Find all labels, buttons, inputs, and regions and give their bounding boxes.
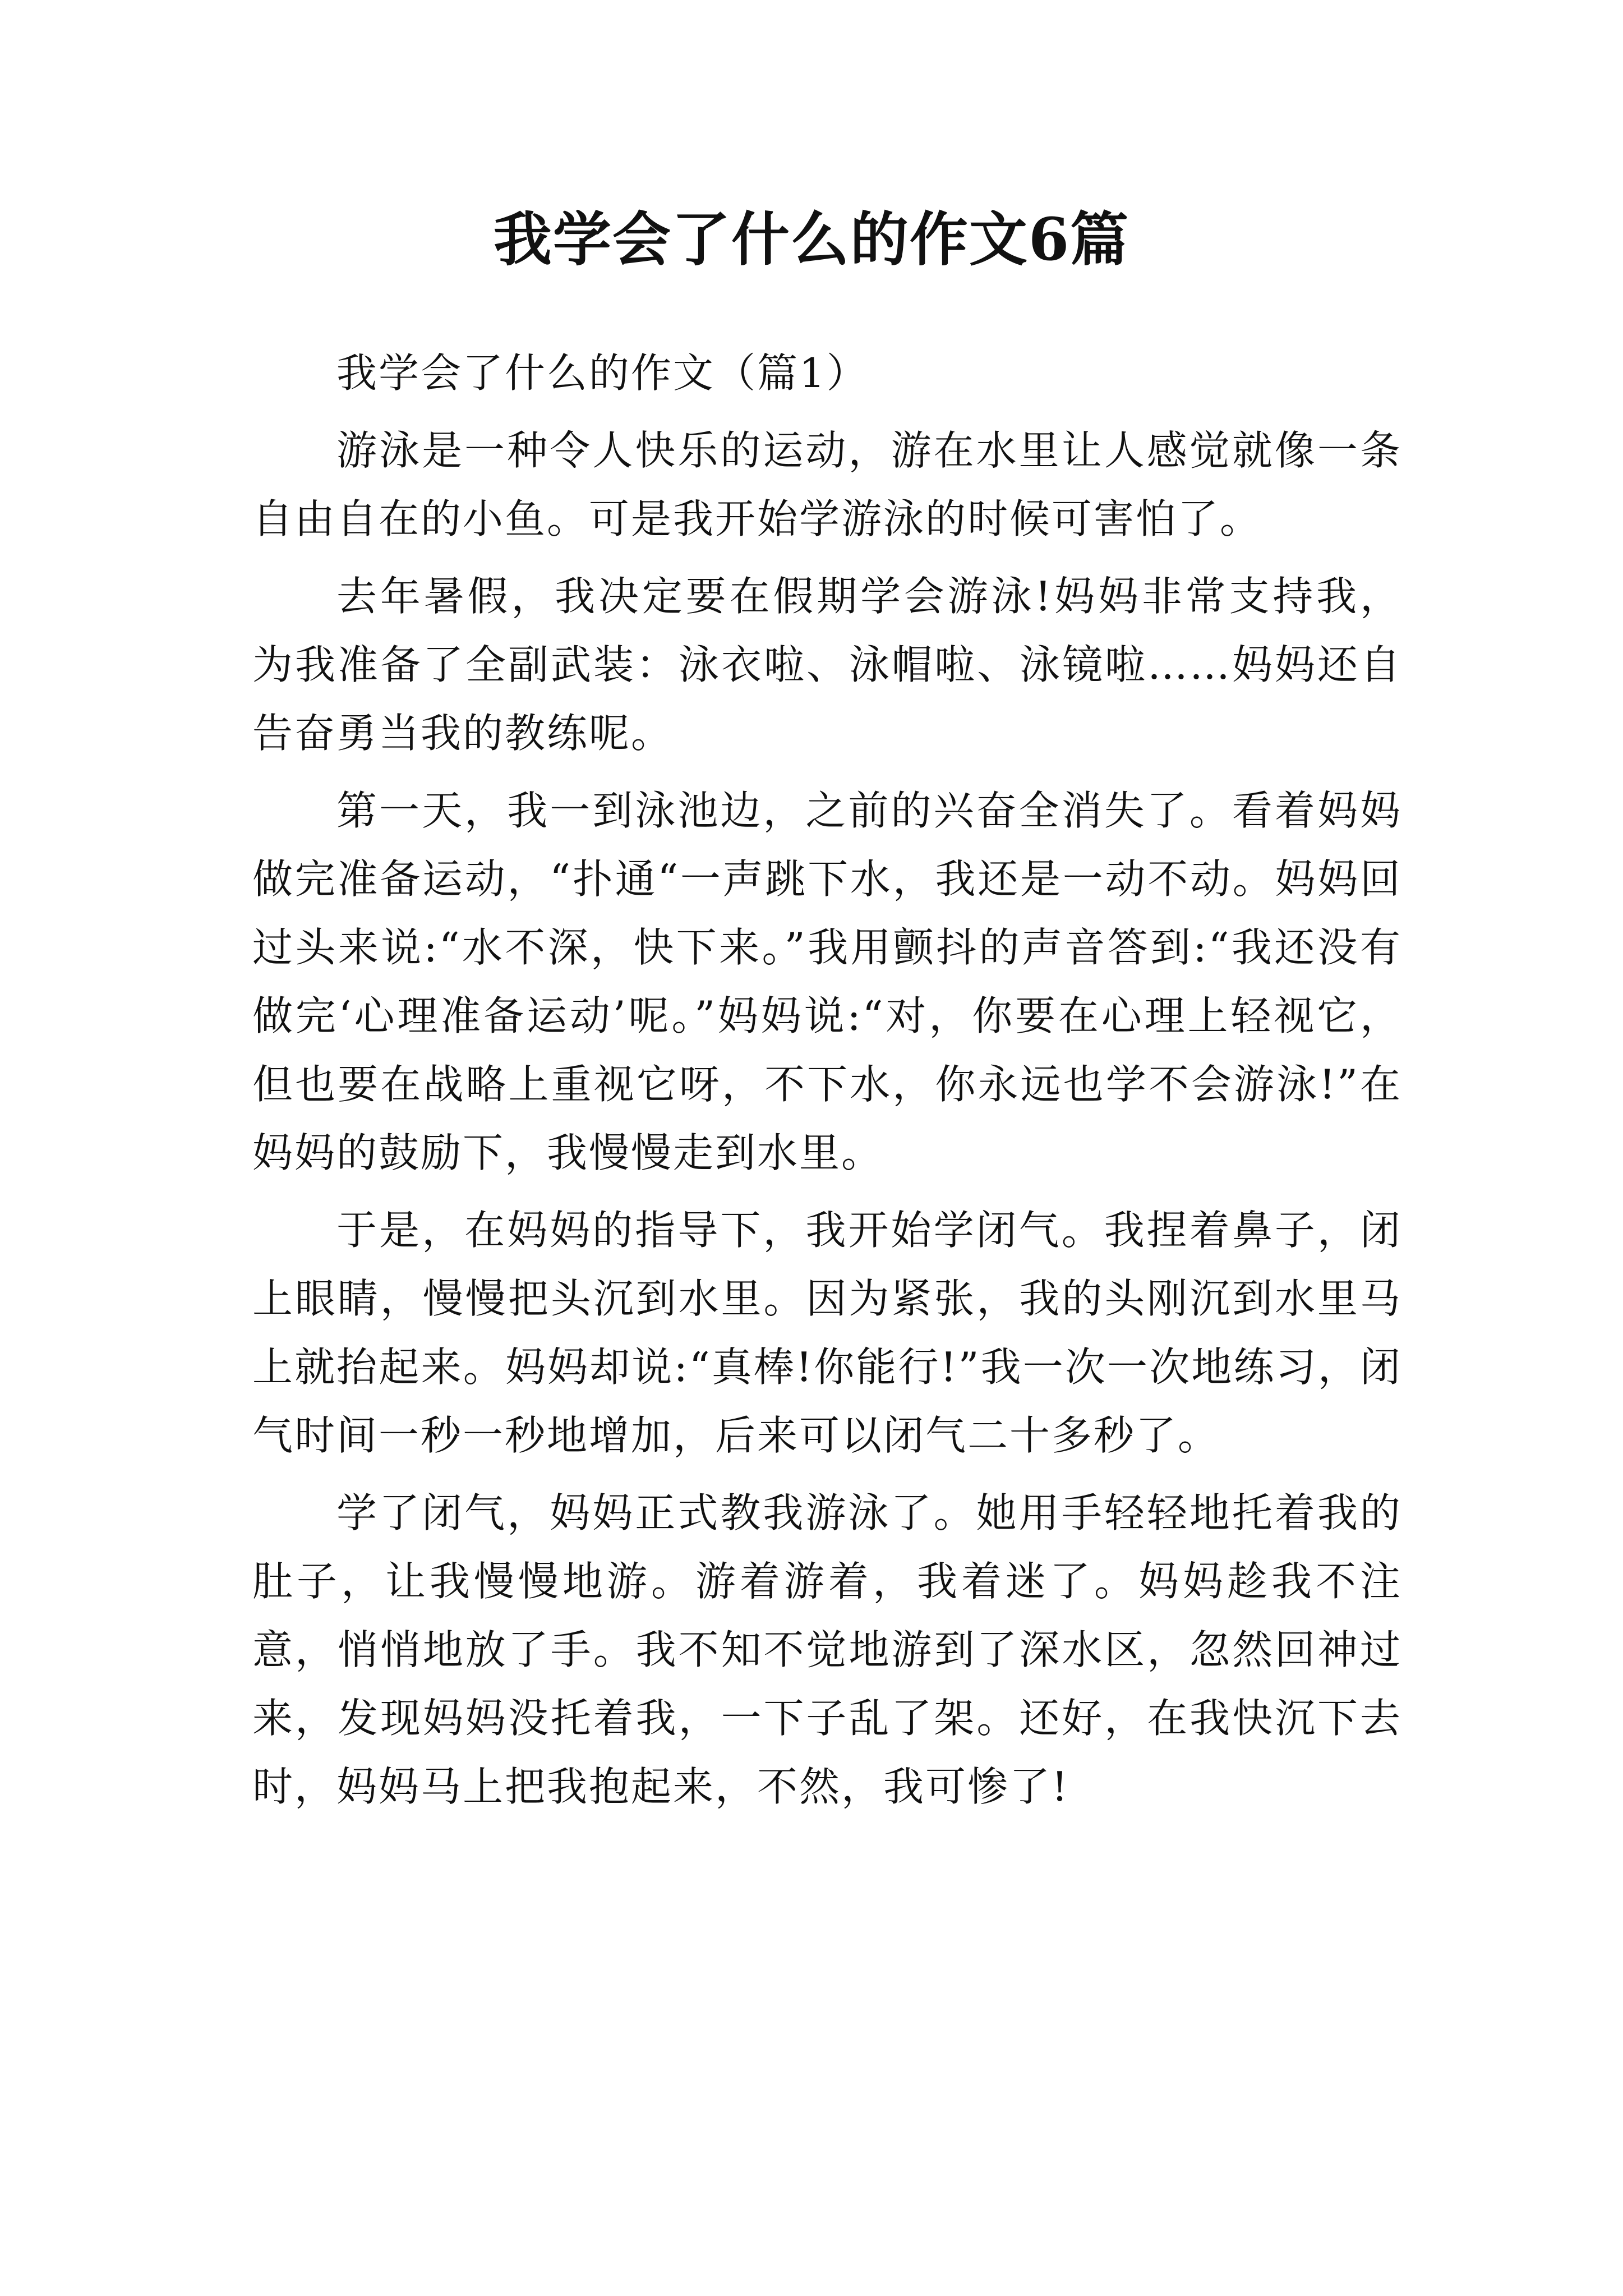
paragraph: 第一天，我一到泳池边，之前的兴奋全消失了。看着妈妈做完准备运动，“扑通“一声跳下水，我还是一动不动。妈妈回过头来说:“水不深，快下来。”我用颤抖的声音答到:“我还没有做完‘心理准备运动’呢。”妈妈说:“对，你要在心理上轻视它，但也要在战略上重视它呀，不下水，你永远也学不会游泳!”在妈妈的鼓励下，我慢慢走到水里。 — [252, 787, 1402, 1176]
document-title: 我学会了什么的作文6篇 — [493, 205, 1130, 274]
paragraph: 游泳是一种令人快乐的运动，游在水里让人感觉就像一条自由自在的小鱼。可是我开始学游泳的时候可害怕了。 — [252, 427, 1402, 542]
paragraph: 去年暑假，我决定要在假期学会游泳!妈妈非常支持我，为我准备了全副武装：泳衣啦、泳帽啦、泳镜啦……妈妈还自告奋勇当我的教练呢。 — [252, 573, 1402, 757]
paragraph: 学了闭气，妈妈正式教我游泳了。她用手轻轻地托着我的肚子，让我慢慢地游。游着游着，我着迷了。妈妈趁我不注意，悄悄地放了手。我不知不觉地游到了深水区，忽然回神过来，发现妈妈没托着我，一下子乱了架。还好，在我快沉下去时，妈妈马上把我抱起来，不然，我可惨了! — [252, 1489, 1402, 1810]
paragraph: 于是，在妈妈的指导下，我开始学闭气。我捏着鼻子，闭上眼睛，慢慢把头沉到水里。因为紧张，我的头刚沉到水里马上就抬起来。妈妈却说:“真棒!你能行!”我一次一次地练习，闭气时间一秒一秒地增加，后来可以闭气二十多秒了。 — [252, 1207, 1402, 1459]
section-heading: 我学会了什么的作文（篇1） — [336, 349, 869, 397]
document-body — [252, 339, 1402, 1830]
